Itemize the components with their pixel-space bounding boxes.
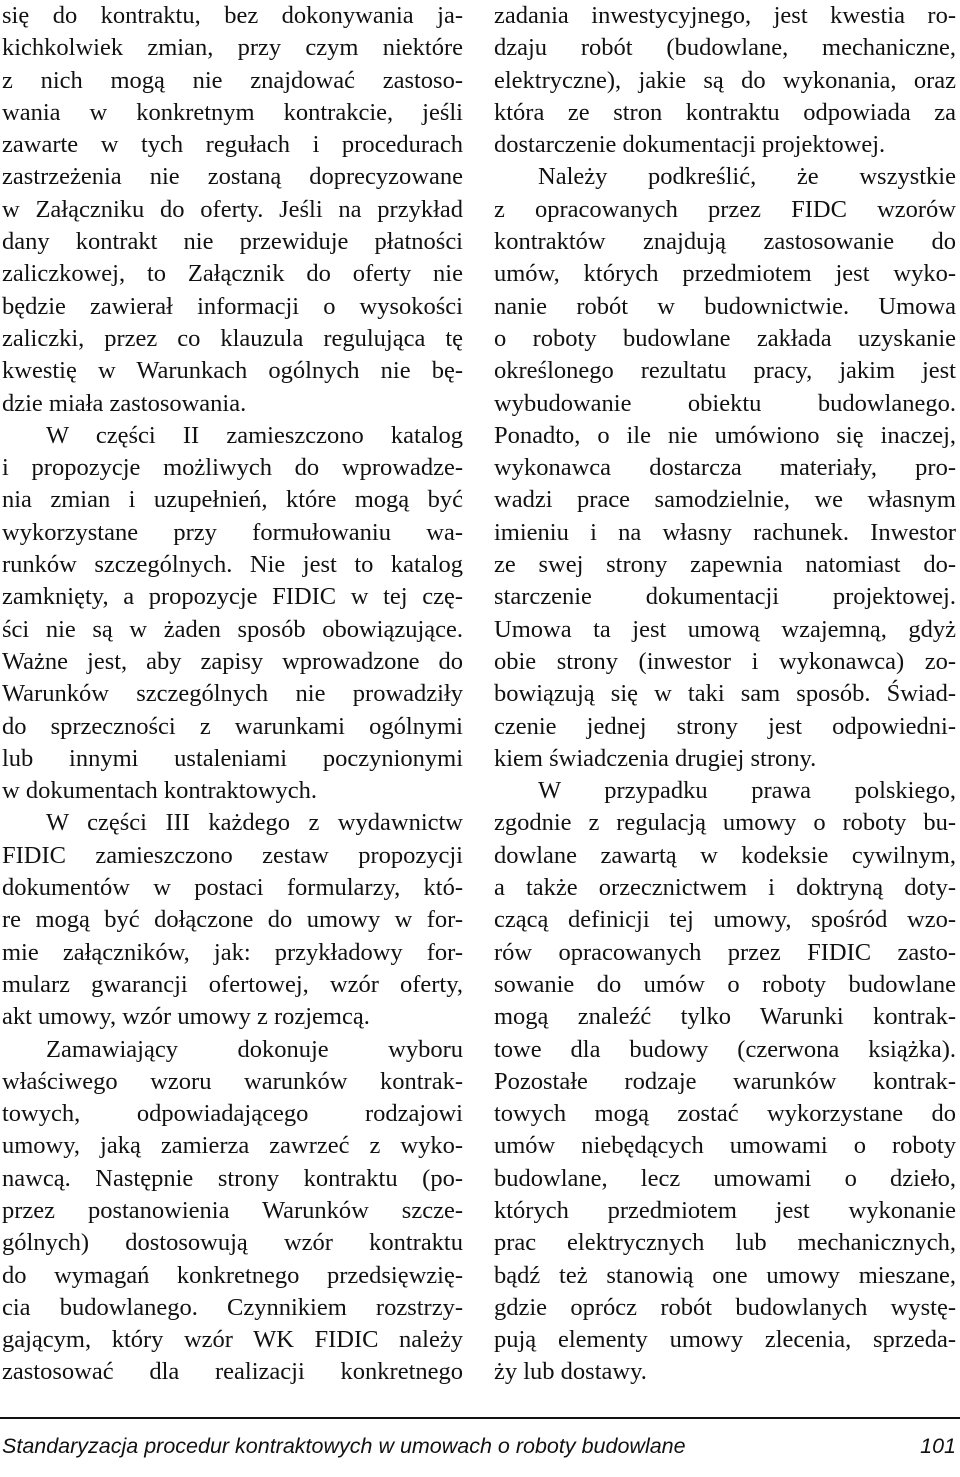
text-line: dany kontrakt nie przewiduje płatności: [2, 228, 463, 256]
text-line: z nich mogą nie znajdować zastoso-: [2, 66, 463, 94]
text-line: o roboty budowlane zakłada uzyskanie: [494, 324, 956, 352]
text-line: dowlane zawartą w kodeksie cywilnym,: [494, 841, 956, 869]
text-line: W części II zamieszczono katalog: [46, 421, 463, 449]
text-line: a także orzecznictwem i doktryną doty-: [494, 874, 956, 902]
text-line: nawcą. Następnie strony kontraktu (po-: [2, 1164, 463, 1192]
text-line: kiem świadczenia drugiej strony.: [494, 744, 817, 772]
text-line: dostarczenie dokumentacji projektowej.: [494, 131, 886, 159]
text-line: czącą definicji tej umowy, spośród wzo-: [494, 906, 956, 934]
text-line: właściwego wzoru warunków kontrak-: [2, 1067, 463, 1095]
text-line: Zamawiający dokonuje wyboru: [46, 1035, 463, 1063]
text-line: Należy podkreślić, że wszystkie: [538, 163, 956, 191]
text-line: sowanie do umów o roboty budowlane: [494, 970, 956, 998]
text-line: kichkolwiek zmian, przy czym niektóre: [2, 34, 463, 62]
text-line: Warunków szczególnych nie prowadziły: [2, 680, 463, 708]
text-line: i propozycje możliwych do wprowadze-: [2, 454, 463, 482]
text-line: nia zmian i uzupełnień, które mogą być: [2, 486, 463, 514]
text-line: zamknięty, a propozycje FIDIC w tej czę-: [2, 583, 463, 611]
text-line: ży lub dostawy.: [494, 1358, 647, 1386]
text-line: bądź też stanowią one umowy mieszane,: [494, 1261, 956, 1289]
footer-title: Standaryzacja procedur kontraktowych w umowach o roboty budowlane: [2, 1434, 686, 1458]
text-line: W części III każdego z wydawnictw: [46, 809, 463, 837]
text-line: ści nie są w żaden sposób obowiązujące.: [2, 615, 463, 643]
text-line: FIDIC zamieszczono zestaw propozycji: [2, 841, 463, 869]
text-line: umów, których przedmiotem jest wyko-: [494, 260, 956, 288]
text-line: bowiązują się w taki sam sposób. Świad-: [494, 680, 956, 708]
text-line: przez postanowienia Warunków szcze-: [2, 1196, 463, 1224]
text-line: gdzie oprócz robót budowlanych wystę-: [494, 1293, 956, 1321]
text-line: gólnych) dostosowują wzór kontraktu: [2, 1229, 463, 1257]
text-line: pują elementy umowy zlecenia, sprzeda-: [494, 1326, 956, 1354]
left-text-column: [2, 0, 463, 1389]
text-line: zastrzeżenia nie zostaną doprecyzowane: [2, 163, 463, 191]
text-line: określonego rezultatu pracy, jakim jest: [494, 357, 956, 385]
text-line: wykonawca dostarcza materiały, pro-: [494, 454, 956, 482]
text-line: umowy, jaką zamierza zawrzeć z wyko-: [2, 1132, 463, 1160]
text-line: akt umowy, wzór umowy z rozjemcą.: [2, 1003, 370, 1031]
right-text-column: [494, 0, 956, 1389]
text-line: kwestię w Warunkach ogólnych nie bę-: [2, 357, 463, 385]
text-line: do sprzeczności z warunkami ogólnymi: [2, 712, 463, 740]
text-line: ze swej strony zapewnia natomiast do-: [494, 551, 956, 579]
text-line: W przypadku prawa polskiego,: [538, 777, 956, 805]
text-line: budowlane, lecz umowami o dzieło,: [494, 1164, 956, 1192]
text-line: runków szczególnych. Nie jest to katalog: [2, 551, 463, 579]
text-line: zaliczki, przez co klauzula regulująca tę: [2, 324, 463, 352]
text-line: prac elektrycznych lub mechanicznych,: [494, 1229, 956, 1257]
text-line: czenie jednej strony jest odpowiedni-: [494, 712, 956, 740]
text-line: która ze stron kontraktu odpowiada za: [494, 98, 956, 126]
text-line: Ważne jest, aby zapisy wprowadzone do: [2, 647, 463, 675]
text-line: lub innymi ustaleniami poczynionymi: [2, 744, 463, 772]
text-line: Ponadto, o ile nie umówiono się inaczej,: [494, 421, 956, 449]
text-line: dzie miała zastosowania.: [2, 389, 247, 417]
text-line: cia budowlanego. Czynnikiem rozstrzy-: [2, 1293, 463, 1321]
text-line: zastosować dla realizacji konkretnego: [2, 1358, 463, 1386]
text-line: towe dla budowy (czerwona książka).: [494, 1035, 956, 1063]
text-line: mie załączników, jak: przykładowy for-: [2, 938, 463, 966]
text-line: wybudowanie obiektu budowlanego.: [494, 389, 956, 417]
text-line: imieniu i na własny rachunek. Inwestor: [494, 518, 956, 546]
text-line: do wymagań konkretnego przedsięwzię-: [2, 1261, 463, 1289]
text-line: kontraktów znajdują zastosowanie do: [494, 228, 956, 256]
text-line: wania w konkretnym kontrakcie, jeśli: [2, 98, 463, 126]
text-line: obie strony (inwestor i wykonawca) zo-: [494, 647, 956, 675]
text-line: Pozostałe rodzaje warunków kontrak-: [494, 1067, 956, 1095]
text-line: w dokumentach kontraktowych.: [2, 777, 318, 805]
text-line: dzaju robót (budowlane, mechaniczne,: [494, 34, 956, 62]
text-line: się do kontraktu, bez dokonywania ja-: [2, 2, 463, 29]
text-line: Umowa ta jest umową wzajemną, gdyż: [494, 615, 956, 643]
text-line: nanie robót w budownictwie. Umowa: [494, 292, 956, 320]
text-line: wadzi prace samodzielnie, we własnym: [494, 486, 956, 514]
text-line: towych, odpowiadającego rodzajowi: [2, 1100, 463, 1128]
text-line: mularz gwarancji ofertowej, wzór oferty,: [2, 970, 463, 998]
text-line: zawarte w tych regułach i procedurach: [2, 131, 463, 159]
text-line: będzie zawierał informacji o wysokości: [2, 292, 463, 320]
text-line: wykorzystane przy formułowaniu wa-: [2, 518, 463, 546]
text-line: elektryczne), jakie są do wykonania, oraz: [494, 66, 956, 94]
text-line: z opracowanych przez FIDC wzorów: [494, 195, 956, 223]
text-line: mogą znaleźć tylko Warunki kontrak-: [494, 1003, 956, 1031]
text-line: zaliczkowej, to Załącznik do oferty nie: [2, 260, 463, 288]
text-line: rów opracowanych przez FIDIC zasto-: [494, 938, 956, 966]
text-line: zadania inwestycyjnego, jest kwestia ro-: [494, 2, 956, 29]
text-line: umów niebędących umowami o roboty: [494, 1132, 956, 1160]
text-line: dokumentów w postaci formularzy, któ-: [2, 874, 463, 902]
text-line: towych mogą zostać wykorzystane do: [494, 1100, 956, 1128]
text-line: których przedmiotem jest wykonanie: [494, 1196, 956, 1224]
text-line: re mogą być dołączone do umowy w for-: [2, 906, 463, 934]
text-line: gającym, który wzór WK FIDIC należy: [2, 1326, 463, 1354]
page-footer: [2, 1430, 956, 1462]
page-number: 101: [920, 1434, 956, 1458]
text-line: starczenie dokumentacji projektowej.: [494, 583, 956, 611]
text-line: zgodnie z regulacją umowy o roboty bu-: [494, 809, 956, 837]
footer-divider: [0, 1417, 960, 1419]
text-line: w Załączniku do oferty. Jeśli na przykład: [2, 195, 463, 223]
